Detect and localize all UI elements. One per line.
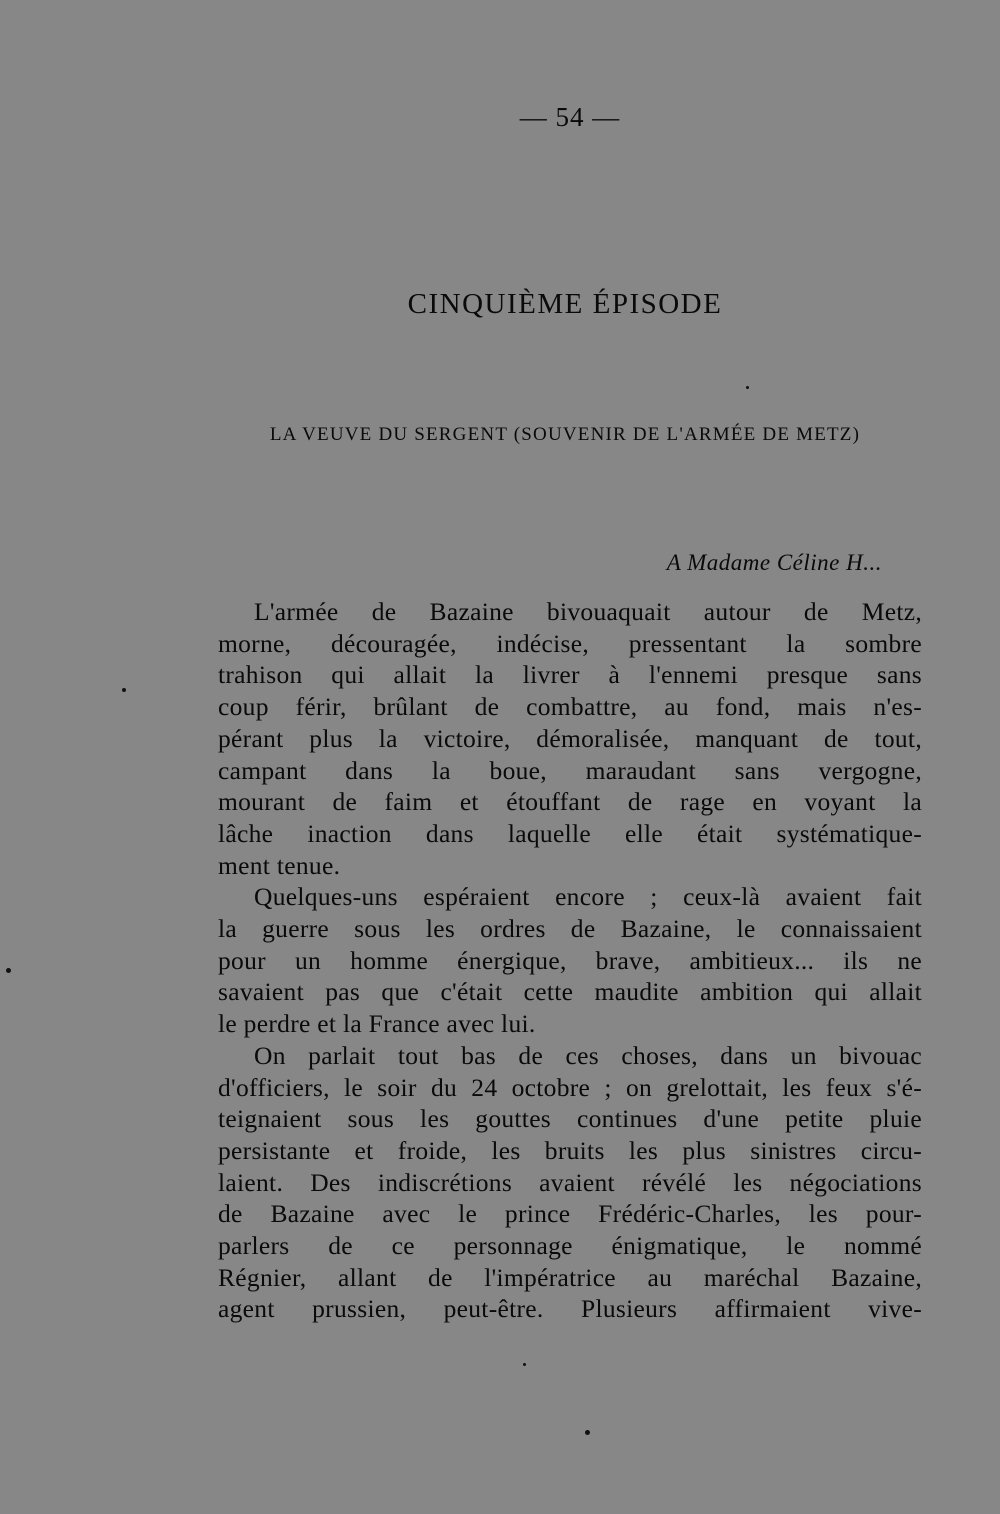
text-line: trahison qui allait la livrer à l'ennemi presque sans: [218, 660, 922, 690]
scan-speck: [6, 968, 11, 973]
text-line: pérant plus la victoire, démoralisée, manquant de tout,: [218, 723, 922, 753]
dedication: A Madame Céline H...: [666, 550, 882, 575]
text-line: la guerre sous les ordres de Bazaine, le connaissaient: [218, 914, 922, 944]
text-line: d'officiers, le soir du 24 octobre ; on grelottait, les feux s'é-: [218, 1072, 922, 1102]
paragraph-2: [218, 881, 922, 1040]
text-line: teignaient sous les gouttes continues d'une petite pluie: [218, 1104, 922, 1134]
text-line: pour un homme énergique, brave, ambitieux... ils ne: [218, 945, 922, 975]
text-line: coup férir, brûlant de combattre, au fond, mais n'es-: [218, 692, 922, 722]
page-number: — 54 —: [519, 102, 621, 132]
text-line: le perdre et la France avec lui.: [218, 1009, 536, 1039]
scan-speck: [523, 1363, 526, 1366]
text-line: mourant de faim et étouffant de rage en voyant la: [218, 787, 922, 817]
text-line: savaient pas que c'était cette maudite ambition qui allait: [218, 977, 922, 1007]
text-line: On parlait tout bas de ces choses, dans un bivouac: [254, 1040, 922, 1070]
scan-speck: [746, 386, 749, 389]
text-line: lâche inaction dans laquelle elle était systématique-: [218, 818, 922, 848]
text-line: ment tenue.: [218, 850, 341, 880]
text-line: parlers de ce personnage énigmatique, le nommé: [218, 1231, 922, 1261]
text-line: Quelques-uns espéraient encore ; ceux-là avaient fait: [254, 882, 922, 912]
text-line: morne, découragée, indécise, pressentant la sombre: [218, 628, 922, 658]
paragraph-3: [218, 1040, 922, 1325]
scan-speck: [122, 688, 126, 692]
text-line: Régnier, allant de l'impératrice au maréchal Bazaine,: [218, 1262, 922, 1292]
text-line: agent prussien, peut-être. Plusieurs affirmaient vive-: [218, 1294, 922, 1324]
episode-subtitle: LA VEUVE DU SERGENT (SOUVENIR DE L'ARMÉE DE METZ): [269, 424, 861, 445]
scan-speck: [585, 1430, 590, 1435]
text-line: L'armée de Bazaine bivouaquait autour de Metz,: [254, 597, 922, 626]
body-text: [218, 596, 922, 1325]
text-line: campant dans la boue, maraudant sans vergogne,: [218, 755, 922, 785]
chapter-title: CINQUIÈME ÉPISODE: [407, 288, 723, 320]
paragraph-1: [218, 596, 922, 881]
text-line: persistante et froide, les bruits les plus sinistres circu-: [218, 1135, 922, 1165]
text-line: laient. Des indiscrétions avaient révélé les négociations: [218, 1167, 922, 1197]
text-line: de Bazaine avec le prince Frédéric-Charles, les pour-: [218, 1199, 922, 1229]
